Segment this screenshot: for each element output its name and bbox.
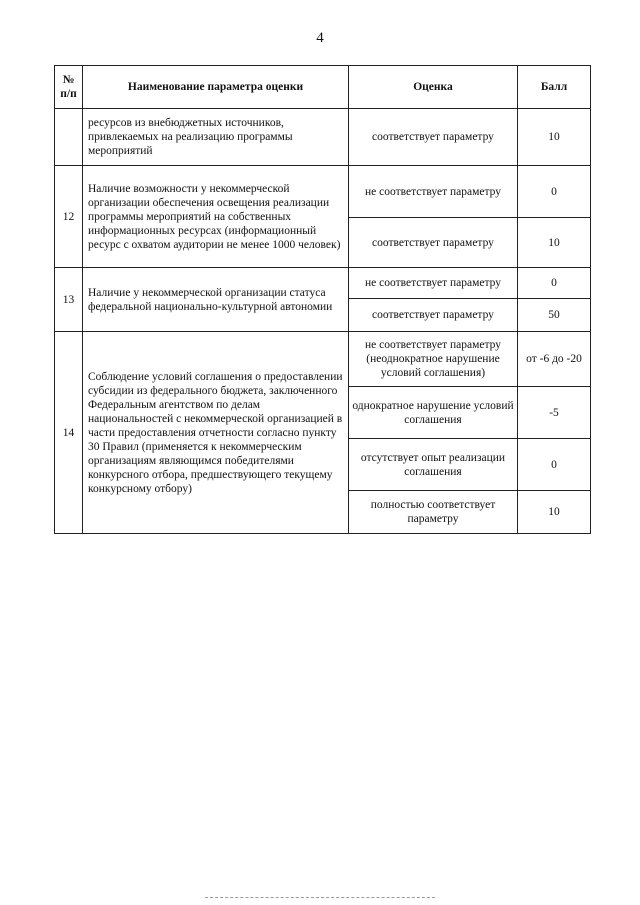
assessment-cell: не соответствует параметру xyxy=(349,166,518,218)
assessment-cell: не соответствует параметру (неоднократное нарушение условий соглашения) xyxy=(349,332,518,387)
assessment-cell: однократное нарушение условий соглашения xyxy=(349,387,518,439)
row-num: 14 xyxy=(55,332,83,534)
page-bottom-divider xyxy=(205,897,435,898)
table-row xyxy=(55,268,591,299)
header-num: № п/п xyxy=(55,66,83,109)
row-num: 13 xyxy=(55,268,83,332)
score-cell: 0 xyxy=(518,268,591,299)
assessment-cell: отсутствует опыт реализации соглашения xyxy=(349,439,518,491)
row-num: 12 xyxy=(55,166,83,268)
assessment-cell: соответствует параметру xyxy=(349,299,518,332)
score-cell: от -6 до -20 xyxy=(518,332,591,387)
parameter-name: Наличие возможности у некоммерческой организации обеспечения освещения реализации программы мероприятий на собственных информационных ресурсах (информационный ресурс с охватом аудитории не менее 1000 человек) xyxy=(83,166,349,268)
header-score: Балл xyxy=(518,66,591,109)
score-cell: -5 xyxy=(518,387,591,439)
table-row xyxy=(55,166,591,218)
table-row xyxy=(55,109,591,166)
assessment-cell: соответствует параметру xyxy=(349,109,518,166)
score-cell: 10 xyxy=(518,491,591,534)
assessment-cell: соответствует параметру xyxy=(349,218,518,268)
table-header-row xyxy=(55,66,591,109)
row-num-empty xyxy=(55,109,83,166)
score-cell: 10 xyxy=(518,109,591,166)
assessment-cell: полностью соответствует параметру xyxy=(349,491,518,534)
parameter-name: ресурсов из внебюджетных источников, привлекаемых на реализацию программы мероприятий xyxy=(83,109,349,166)
parameter-name: Соблюдение условий соглашения о предоставлении субсидии из федерального бюджета, заключенного Федеральным агентством по делам национальностей с некоммерческой организацией в части предоставления отчетности согласно пункту 30 Правил (применяется к некоммерческим организациям являющимся победителями конкурсного отбора, предшествующего текущему конкурсному отбору) xyxy=(83,332,349,534)
score-cell: 0 xyxy=(518,166,591,218)
score-cell: 10 xyxy=(518,218,591,268)
page-number: 4 xyxy=(316,30,324,46)
evaluation-table xyxy=(54,65,591,534)
assessment-cell: не соответствует параметру xyxy=(349,268,518,299)
table-row xyxy=(55,332,591,387)
score-cell: 50 xyxy=(518,299,591,332)
parameter-name: Наличие у некоммерческой организации статуса федеральной национально-культурной автономии xyxy=(83,268,349,332)
header-name: Наименование параметра оценки xyxy=(83,66,349,109)
header-assessment: Оценка xyxy=(349,66,518,109)
score-cell: 0 xyxy=(518,439,591,491)
